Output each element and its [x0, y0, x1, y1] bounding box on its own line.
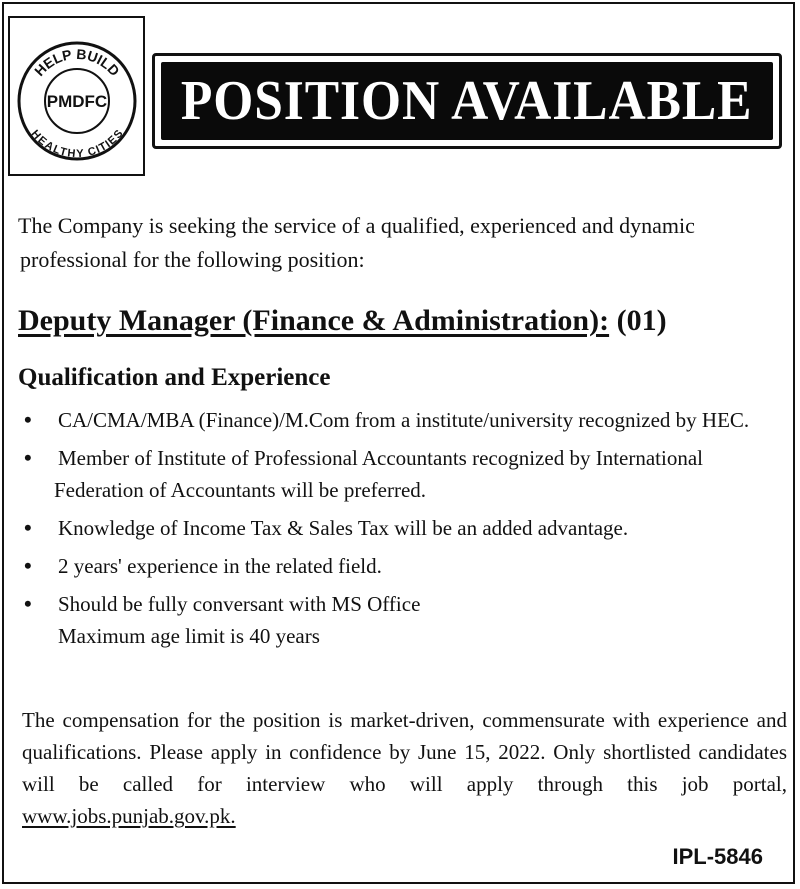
- logo-bottom-arc-text: HEALTHY CITIES: [28, 127, 126, 161]
- position-heading: [18, 304, 667, 338]
- logo-center-text: PMDFC: [46, 92, 108, 111]
- bullet-icon: •: [24, 445, 32, 470]
- bullet-icon: •: [24, 515, 32, 540]
- list-item: [18, 512, 798, 544]
- intro-line-1: The Company is seeking the service of a qualified, experienced and dynamic: [18, 213, 695, 238]
- qualification-heading: Qualification and Experience: [18, 364, 331, 391]
- list-item-text: 2 years' experience in the related field.: [58, 554, 382, 578]
- list-item: [18, 404, 798, 436]
- position-count: (01): [616, 304, 667, 337]
- closing-paragraph: [22, 704, 787, 832]
- svg-text:HELP BUILD: [31, 46, 123, 79]
- closing-line-3: will be called for interview who will apply through this job portal,: [22, 772, 787, 796]
- list-item: [18, 442, 798, 506]
- position-title: Deputy Manager (Finance & Administration):: [18, 304, 610, 337]
- qualification-list: [18, 404, 798, 652]
- title-banner: [152, 53, 782, 149]
- closing-line-1: The compensation for the position is market-driven, commensurate with experience and: [22, 708, 787, 732]
- list-item-text: CA/CMA/MBA (Finance)/M.Com from a institute/university recognized by HEC.: [58, 408, 750, 432]
- list-item-text: Member of Institute of Professional Accountants recognized by International: [58, 446, 703, 470]
- bullet-icon: •: [24, 407, 32, 432]
- list-item-text: Should be fully conversant with MS Office: [58, 592, 421, 616]
- closing-line-2: qualifications. Please apply in confidence by June 15, 2022. Only shortlisted candidates: [22, 740, 787, 764]
- list-item-text: Knowledge of Income Tax & Sales Tax will be an added advantage.: [58, 516, 629, 540]
- intro-line-2: professional for the following position:: [20, 247, 365, 272]
- list-item: [18, 550, 798, 582]
- logo-top-arc-text: HELP BUILD: [31, 45, 123, 80]
- list-item: [18, 588, 798, 652]
- intro-paragraph: [18, 209, 788, 277]
- pmdfc-logo-box: [8, 16, 145, 176]
- bullet-icon: •: [24, 591, 32, 616]
- bullet-icon: •: [24, 553, 32, 578]
- pmdfc-logo: [14, 38, 140, 164]
- reference-code: IPL-5846: [672, 844, 763, 869]
- advertisement-frame: [2, 2, 795, 884]
- banner-title: POSITION AVAILABLE: [181, 70, 753, 132]
- job-portal-link[interactable]: www.jobs.punjab.gov.pk.: [22, 804, 236, 828]
- list-item-continuation: Federation of Accountants will be preferred.: [54, 478, 427, 502]
- list-item-continuation: Maximum age limit is 40 years: [58, 624, 320, 648]
